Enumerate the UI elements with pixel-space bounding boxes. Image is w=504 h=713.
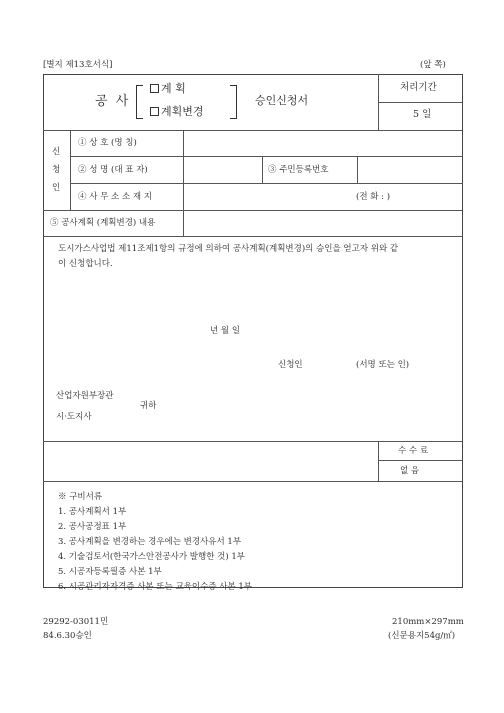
document-item: 5. 시공자등록필증 사본 1부 — [58, 567, 162, 577]
company-name-label: ① 상 호 (명 칭) — [78, 138, 137, 148]
document-item: 3. 공사계획을 변경하는 경우에는 변경사유서 1부 — [58, 537, 242, 547]
resident-value-divider — [357, 156, 358, 183]
fee-value: 없 음 — [400, 466, 420, 476]
applicant-label-3: 인 — [52, 183, 61, 193]
approval-date: 84.6.30승인 — [43, 631, 92, 641]
row-line — [70, 183, 463, 184]
content-divider — [183, 210, 184, 236]
resident-divider — [262, 156, 263, 183]
statement-line-2: 이 신청합니다. — [58, 259, 113, 269]
address-field[interactable] — [185, 185, 345, 208]
documents-title: ※ 구비서류 — [58, 492, 103, 502]
phone-field: (전 화 : ) — [356, 192, 391, 202]
sign-note: (서명 또는 인) — [356, 360, 410, 370]
option-change: 계획변경 — [150, 106, 204, 118]
honorific: 귀하 — [140, 401, 157, 411]
content-label: ⑤ 공사계획 (계획변경) 내용 — [50, 218, 156, 228]
resident-no-field[interactable] — [359, 158, 461, 181]
title-suffix: 승인신청서 — [255, 94, 309, 107]
row-line — [70, 156, 463, 157]
applicant-label-1: 신 — [52, 147, 61, 157]
processing-value: 5 일 — [413, 109, 432, 120]
fee-divider — [378, 441, 379, 481]
paper-type: (신문용지54g/㎡) — [388, 631, 456, 641]
row-line — [43, 130, 463, 131]
recipient-governor: 시·도지사 — [56, 412, 92, 422]
fee-label: 수 수 료 — [398, 446, 429, 456]
representative-field[interactable] — [185, 158, 260, 181]
fee-inner-line — [378, 460, 463, 461]
title-prefix: 공 사 — [95, 94, 131, 109]
plan-checkbox[interactable] — [150, 84, 159, 93]
resident-no-label: ③ 주민등록번호 — [268, 165, 329, 175]
row-line — [43, 210, 463, 211]
change-checkbox[interactable] — [150, 107, 159, 116]
label-divider — [183, 130, 184, 210]
company-name-field[interactable] — [185, 132, 461, 154]
row-line — [43, 236, 463, 237]
document-item: 2. 공사공정표 1부 — [58, 522, 127, 532]
applicant-sign-label: 신청인 — [278, 360, 303, 370]
recipient-minister: 산업자원부장관 — [56, 391, 114, 401]
paper-size: 210mm×297mm — [392, 617, 464, 627]
document-item: 4. 기술검토서(한국가스안전공사가 발행한 것) 1부 — [58, 552, 245, 562]
statement-line-1: 도시가스사업법 제11조제1항의 규정에 의하여 공사계획(계획변경)의 승인을 얻고자 위와 같 — [58, 244, 399, 254]
form-number: [별지 제13호서식] — [43, 60, 113, 70]
row-line — [43, 481, 463, 482]
form-code: 29292-03011민 — [43, 617, 109, 627]
representative-label: ② 성 명 (대 표 자) — [78, 165, 148, 175]
application-date: 년 월 일 — [210, 326, 241, 336]
applicant-label-2: 청 — [52, 165, 61, 175]
processing-divider — [378, 102, 463, 103]
left-bracket — [136, 85, 143, 119]
right-bracket — [230, 85, 237, 119]
document-item: 6. 시공관리자자격증 사본 또는 교육이수증 사본 1부 — [58, 582, 252, 592]
content-field[interactable] — [185, 212, 461, 234]
row-line — [43, 441, 463, 442]
page-side: (앞 쪽) — [420, 60, 446, 70]
processing-label: 처리기간 — [400, 82, 437, 93]
option-plan: 계 획 — [150, 83, 186, 95]
document-item: 1. 공사계획서 1부 — [58, 507, 127, 517]
address-label: ④ 사 무 소 소 재 지 — [78, 192, 152, 202]
applicant-group-divider — [70, 130, 71, 210]
